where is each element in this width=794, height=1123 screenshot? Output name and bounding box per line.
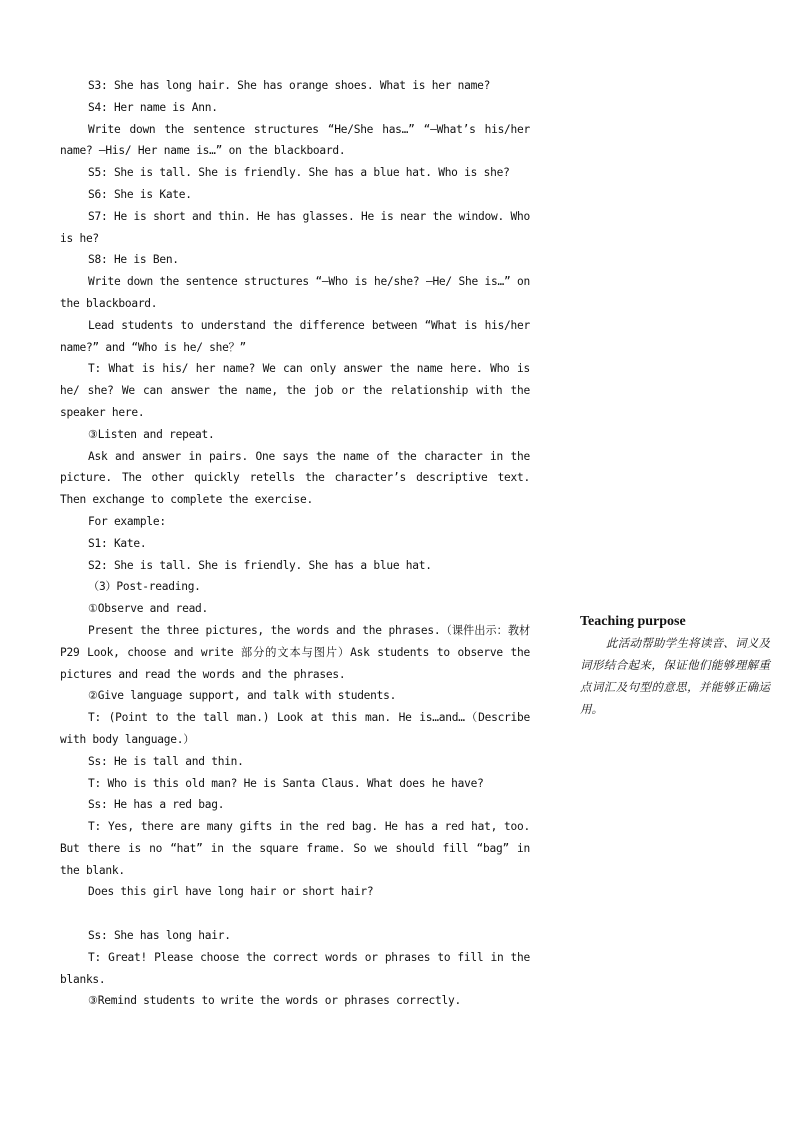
paragraph: S2: She is tall. She is friendly. She has a blue hat. bbox=[88, 558, 432, 572]
teaching-purpose-note bbox=[580, 612, 770, 720]
paragraph: S5: She is tall. She is friendly. She has a blue hat. Who is she? bbox=[88, 166, 510, 180]
paragraph: Ss: He has a red bag. bbox=[88, 798, 225, 812]
paragraph: For example: bbox=[88, 514, 166, 528]
paragraph: S3: She has long hair. She has orange shoes. What is her name? bbox=[88, 79, 491, 92]
paragraph: Ss: She has long hair. bbox=[88, 929, 231, 943]
paragraph: ②Give language support, and talk with students. bbox=[88, 689, 397, 703]
paragraph: T: What is his/ her name? We can only answer the name here. Who is he/ she? We can answer the name, the job or the relationship with the speaker here. bbox=[60, 362, 530, 419]
paragraph: ③Remind students to write the words or phrases correctly. bbox=[88, 994, 461, 1008]
paragraph: T: Who is this old man? He is Santa Claus. What does he have? bbox=[88, 776, 484, 790]
paragraph: Present the three pictures, the words and the phrases.（课件出示：教材 P29 Look, choose and write 部分的文本与图片）Ask students to observe the pictures and read the words and the phrases. bbox=[60, 623, 530, 681]
teaching-purpose-title: Teaching purpose bbox=[580, 614, 686, 629]
paragraph: ③Listen and repeat. bbox=[88, 427, 215, 441]
paragraph: T: (Point to the tall man.) Look at this man. He is…and…（Describe with body language.） bbox=[60, 711, 530, 746]
lesson-text bbox=[60, 75, 530, 1012]
section-heading: （3）Post-reading. bbox=[88, 580, 201, 594]
paragraph: S8: He is Ben. bbox=[88, 253, 179, 267]
teaching-purpose-body: 此活动帮助学生将读音、词义及词形结合起来，保证他们能够理解重点词汇及句型的意思，并能够正确运用。 bbox=[580, 636, 770, 716]
paragraph: Ask and answer in pairs. One says the name of the character in the picture. The other quickly retells the character’s descriptive text. Then exchange to complete the exercise. bbox=[60, 449, 530, 507]
paragraph: ①Observe and read. bbox=[88, 602, 209, 616]
paragraph: S7: He is short and thin. He has glasses. He is near the window. Who is he? bbox=[60, 209, 530, 245]
paragraph: Does this girl have long hair or short hair? bbox=[88, 885, 374, 899]
paragraph: Write down the sentence structures “He/She has…” “—What’s his/her name? —His/ Her name is…” on the blackboard. bbox=[60, 122, 530, 158]
paragraph: Write down the sentence structures “—Who is he/she? —He/ She is…” on the blackboard. bbox=[60, 275, 530, 310]
paragraph: S1: Kate. bbox=[88, 536, 147, 550]
paragraph: Ss: He is tall and thin. bbox=[88, 754, 244, 768]
paragraph: T: Yes, there are many gifts in the red bag. He has a red hat, too. But there is no “hat” in the square frame. So we should fill “bag” in the blank. bbox=[60, 820, 530, 877]
paragraph: S4: Her name is Ann. bbox=[88, 100, 218, 114]
paragraph: S6: She is Kate. bbox=[88, 187, 192, 201]
paragraph: T: Great! Please choose the correct words or phrases to fill in the blanks. bbox=[60, 950, 530, 986]
paragraph: Lead students to understand the difference between “What is his/her name?” and “Who is he/ she？” bbox=[60, 318, 530, 354]
